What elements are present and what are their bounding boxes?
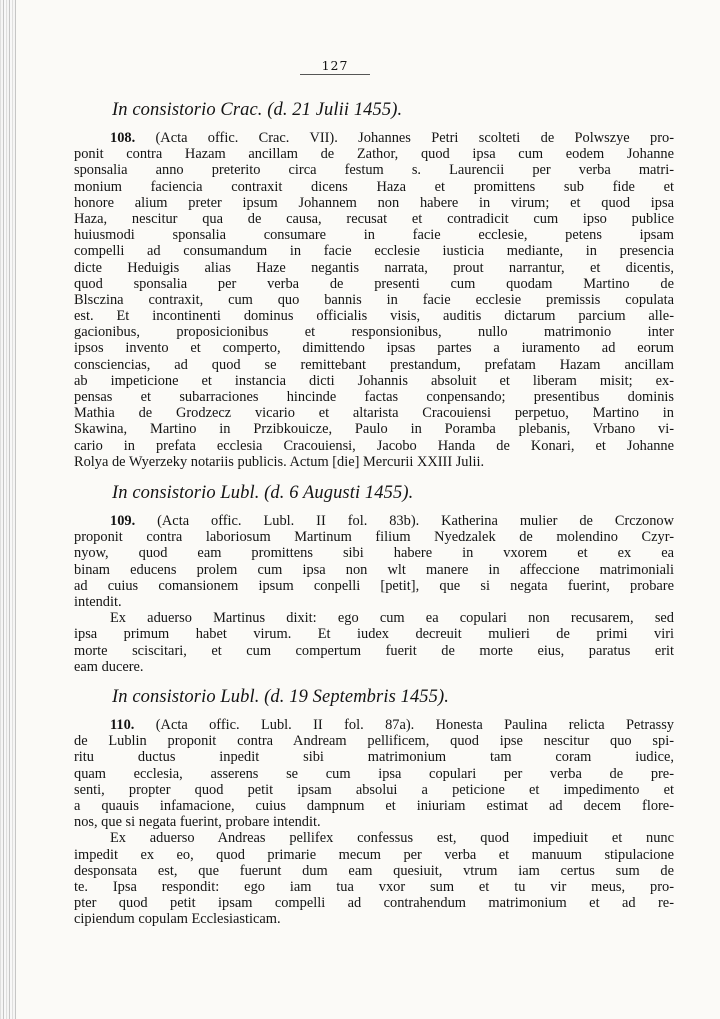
line-text: senti, propter quod petit ipsam absolui a peticione et impedimento et — [74, 781, 674, 798]
line-text: huiusmodi sponsalia consumare in facie ecclesie, petens ipsam — [74, 227, 674, 244]
line-text: te. Ipsa respondit: ego iam tua vxor sum et tu vir meus, pro- — [74, 878, 674, 895]
line-text: (Acta offic. Lubl. II fol. 83b). Katherina mulier de Crczonow — [135, 513, 674, 529]
text-line — [74, 610, 674, 626]
line-text: eam ducere. — [74, 658, 144, 675]
text-line — [74, 659, 674, 675]
text-line — [74, 643, 674, 659]
text-line — [74, 529, 674, 545]
line-text: ritu ductus inpedit sibi matrimonium tam coram iudice, — [74, 749, 674, 766]
line-text: sponsalia anno preterito circa festum s. Laurencii per verba matri- — [74, 162, 674, 179]
text-line — [74, 276, 674, 292]
text-line — [74, 243, 674, 259]
text-line — [74, 749, 674, 765]
line-text: cario in prefata ecclesia Cracouiensi, Jacobo Handa de Konari, et Johanne — [74, 437, 674, 454]
line-text: dicte Heduigis alias Haze negantis narrata, prout narrantur, et dicentis, — [74, 259, 674, 276]
text-line — [74, 292, 674, 308]
entry-110-text — [74, 717, 674, 927]
text-line — [74, 373, 674, 389]
text-line — [74, 895, 674, 911]
line-text: ab impeticione et instancia dicti Johannis absoluit et liberam misit; ex- — [74, 372, 674, 389]
text-line — [74, 179, 674, 195]
line-text: gacionibus, proposicionibus et responsionibus, nullo matrimonio inter — [74, 324, 674, 341]
scanned-page-edge — [0, 0, 16, 1019]
line-text: de Lublin proponit contra Andream pellificem, quod ipse nescitur quo spi- — [74, 733, 674, 750]
text-line — [74, 830, 674, 846]
text-line — [74, 911, 674, 927]
line-text: Blsczina contraxit, cum quo bannis in facie ecclesie premissis copulata — [74, 291, 674, 308]
text-line — [74, 324, 674, 340]
line-text: quam ecclesia, asserens se cum ipsa copulari per verba de pre- — [74, 765, 674, 782]
text-line — [74, 798, 674, 814]
text-line — [74, 733, 674, 749]
text-line — [74, 421, 674, 437]
text-line — [74, 545, 674, 561]
line-text: pensas et subarraciones hincinde factas conpensando; presentibus dominis — [74, 389, 674, 405]
text-line — [74, 130, 674, 146]
text-line — [74, 260, 674, 276]
text-line — [74, 357, 674, 373]
line-text: quod sponsalia per verba de presenti cum quodam Martino de — [74, 275, 674, 292]
text-line — [74, 405, 674, 421]
text-line — [74, 195, 674, 211]
line-text: desponsata est, que fuerunt dum eam quesiuit, vtrum iam certus sum de — [74, 862, 674, 879]
line-text: (Acta offic. Lubl. II fol. 87a). Honesta Paulina relicta Petrassy — [134, 717, 674, 733]
line-text: ponit contra Hazam ancillam de Zathor, quod ipsa cum eodem Johanne — [74, 146, 674, 163]
line-text: binam educens prolem cum ipsa non wlt manere in affeccione matrimoniali — [74, 561, 674, 578]
line-text: (Acta offic. Crac. VII). Johannes Petri scolteti de Polwszye pro- — [135, 130, 674, 146]
line-text: est. Et incontinenti dominus officialis visis, auditis dictarum parcium alle- — [74, 308, 674, 325]
text-line — [74, 814, 674, 830]
section-heading-110: In consistorio Lubl. (d. 19 Septembris 1455). — [112, 687, 449, 707]
text-line — [74, 879, 674, 895]
line-text: consciencias, ad quod se remittebant prestandum, prefatam Hazam ancillam — [74, 356, 674, 373]
text-line — [74, 766, 674, 782]
entry-number: 108. — [110, 130, 136, 146]
line-text: Skawina, Martino in Przibkouicze, Paulo in Poramba plebanis, Vrbano vi- — [74, 421, 674, 438]
text-line — [74, 562, 674, 578]
line-text: ipsos invento et comperto, dimittendo ipsas partes a iuramento ad eorum — [74, 340, 674, 357]
entry-number: 109. — [110, 513, 136, 529]
line-text: a quauis infamacione, cuius dampnum et iniuriam estimat ad decem flore- — [74, 797, 674, 814]
line-text: Rolya de Wyerzeky notariis publicis. Actum [die] Mercurii XXIII Julii. — [74, 453, 485, 470]
line-text: monium faciencia contraxit dicens Haza et promittens sub fide et — [74, 178, 674, 195]
text-line — [74, 227, 674, 243]
section-heading-109: In consistorio Lubl. (d. 6 Augusti 1455). — [112, 483, 414, 503]
line-text: Mathia de Grodzecz vicario et altarista Cracouiensi perpetuo, Martino in — [74, 405, 674, 422]
line-text: Ex aduerso Martinus dixit: ego cum ea copulari non recusarem, sed — [110, 610, 674, 627]
text-line — [74, 340, 674, 356]
entry-108-text — [74, 130, 674, 470]
text-line — [74, 211, 674, 227]
text-line — [74, 513, 674, 529]
page-number: 127 — [300, 58, 370, 75]
line-text: ad cuius comansionem ipsum conpelli [petit], que si negata fuerint, probare — [74, 577, 674, 594]
line-text: intendit. — [74, 593, 122, 610]
line-text: nos, que si negata fuerint, probare intendit. — [74, 814, 321, 831]
text-line — [74, 594, 674, 610]
line-text: cipiendum copulam Ecclesiasticam. — [74, 911, 281, 928]
text-line — [74, 162, 674, 178]
line-text: honore alium preter ipsum Johannem non habere in virum; et quod ipsa — [74, 194, 674, 211]
text-line — [74, 578, 674, 594]
line-text: morte sciscitari, et cum compertum fuerit de morte eius, paratus erit — [74, 642, 674, 659]
section-heading-108: In consistorio Crac. (d. 21 Julii 1455). — [112, 100, 403, 120]
text-line — [74, 717, 674, 733]
line-text: nyow, quod eam promittens sibi habere in vxorem et ex ea — [74, 545, 674, 562]
text-line — [74, 438, 674, 454]
line-text: proponit contra laboriosum Martinum filium Nyedzalek de molendino Czyr- — [74, 529, 674, 546]
entry-109-text — [74, 513, 674, 675]
entry-number: 110. — [110, 717, 135, 733]
text-line — [74, 454, 674, 470]
line-text: ipsa primum habet virum. Et iudex decreuit mulieri de primi viri — [74, 626, 674, 643]
line-text: Haza, nescitur qua de causa, recusat et contradicit cum ipso publice — [74, 210, 674, 227]
text-line — [74, 863, 674, 879]
text-line — [74, 782, 674, 798]
text-line — [74, 847, 674, 863]
line-text: compelli ad consumandum in facie ecclesie iusticia mediante, in presencia — [74, 243, 674, 260]
line-text: Ex aduerso Andreas pellifex confessus est, quod impediuit et nunc — [110, 830, 674, 847]
text-line — [74, 308, 674, 324]
line-text: impedit ex eo, quod primarie mecum per verba et manuum stipulacione — [74, 846, 674, 863]
text-line — [74, 146, 674, 162]
line-text: pter quod petit ipsam compelli ad contrahendum matrimonium et ad re- — [74, 895, 674, 912]
text-line — [74, 626, 674, 642]
text-line — [74, 389, 674, 405]
